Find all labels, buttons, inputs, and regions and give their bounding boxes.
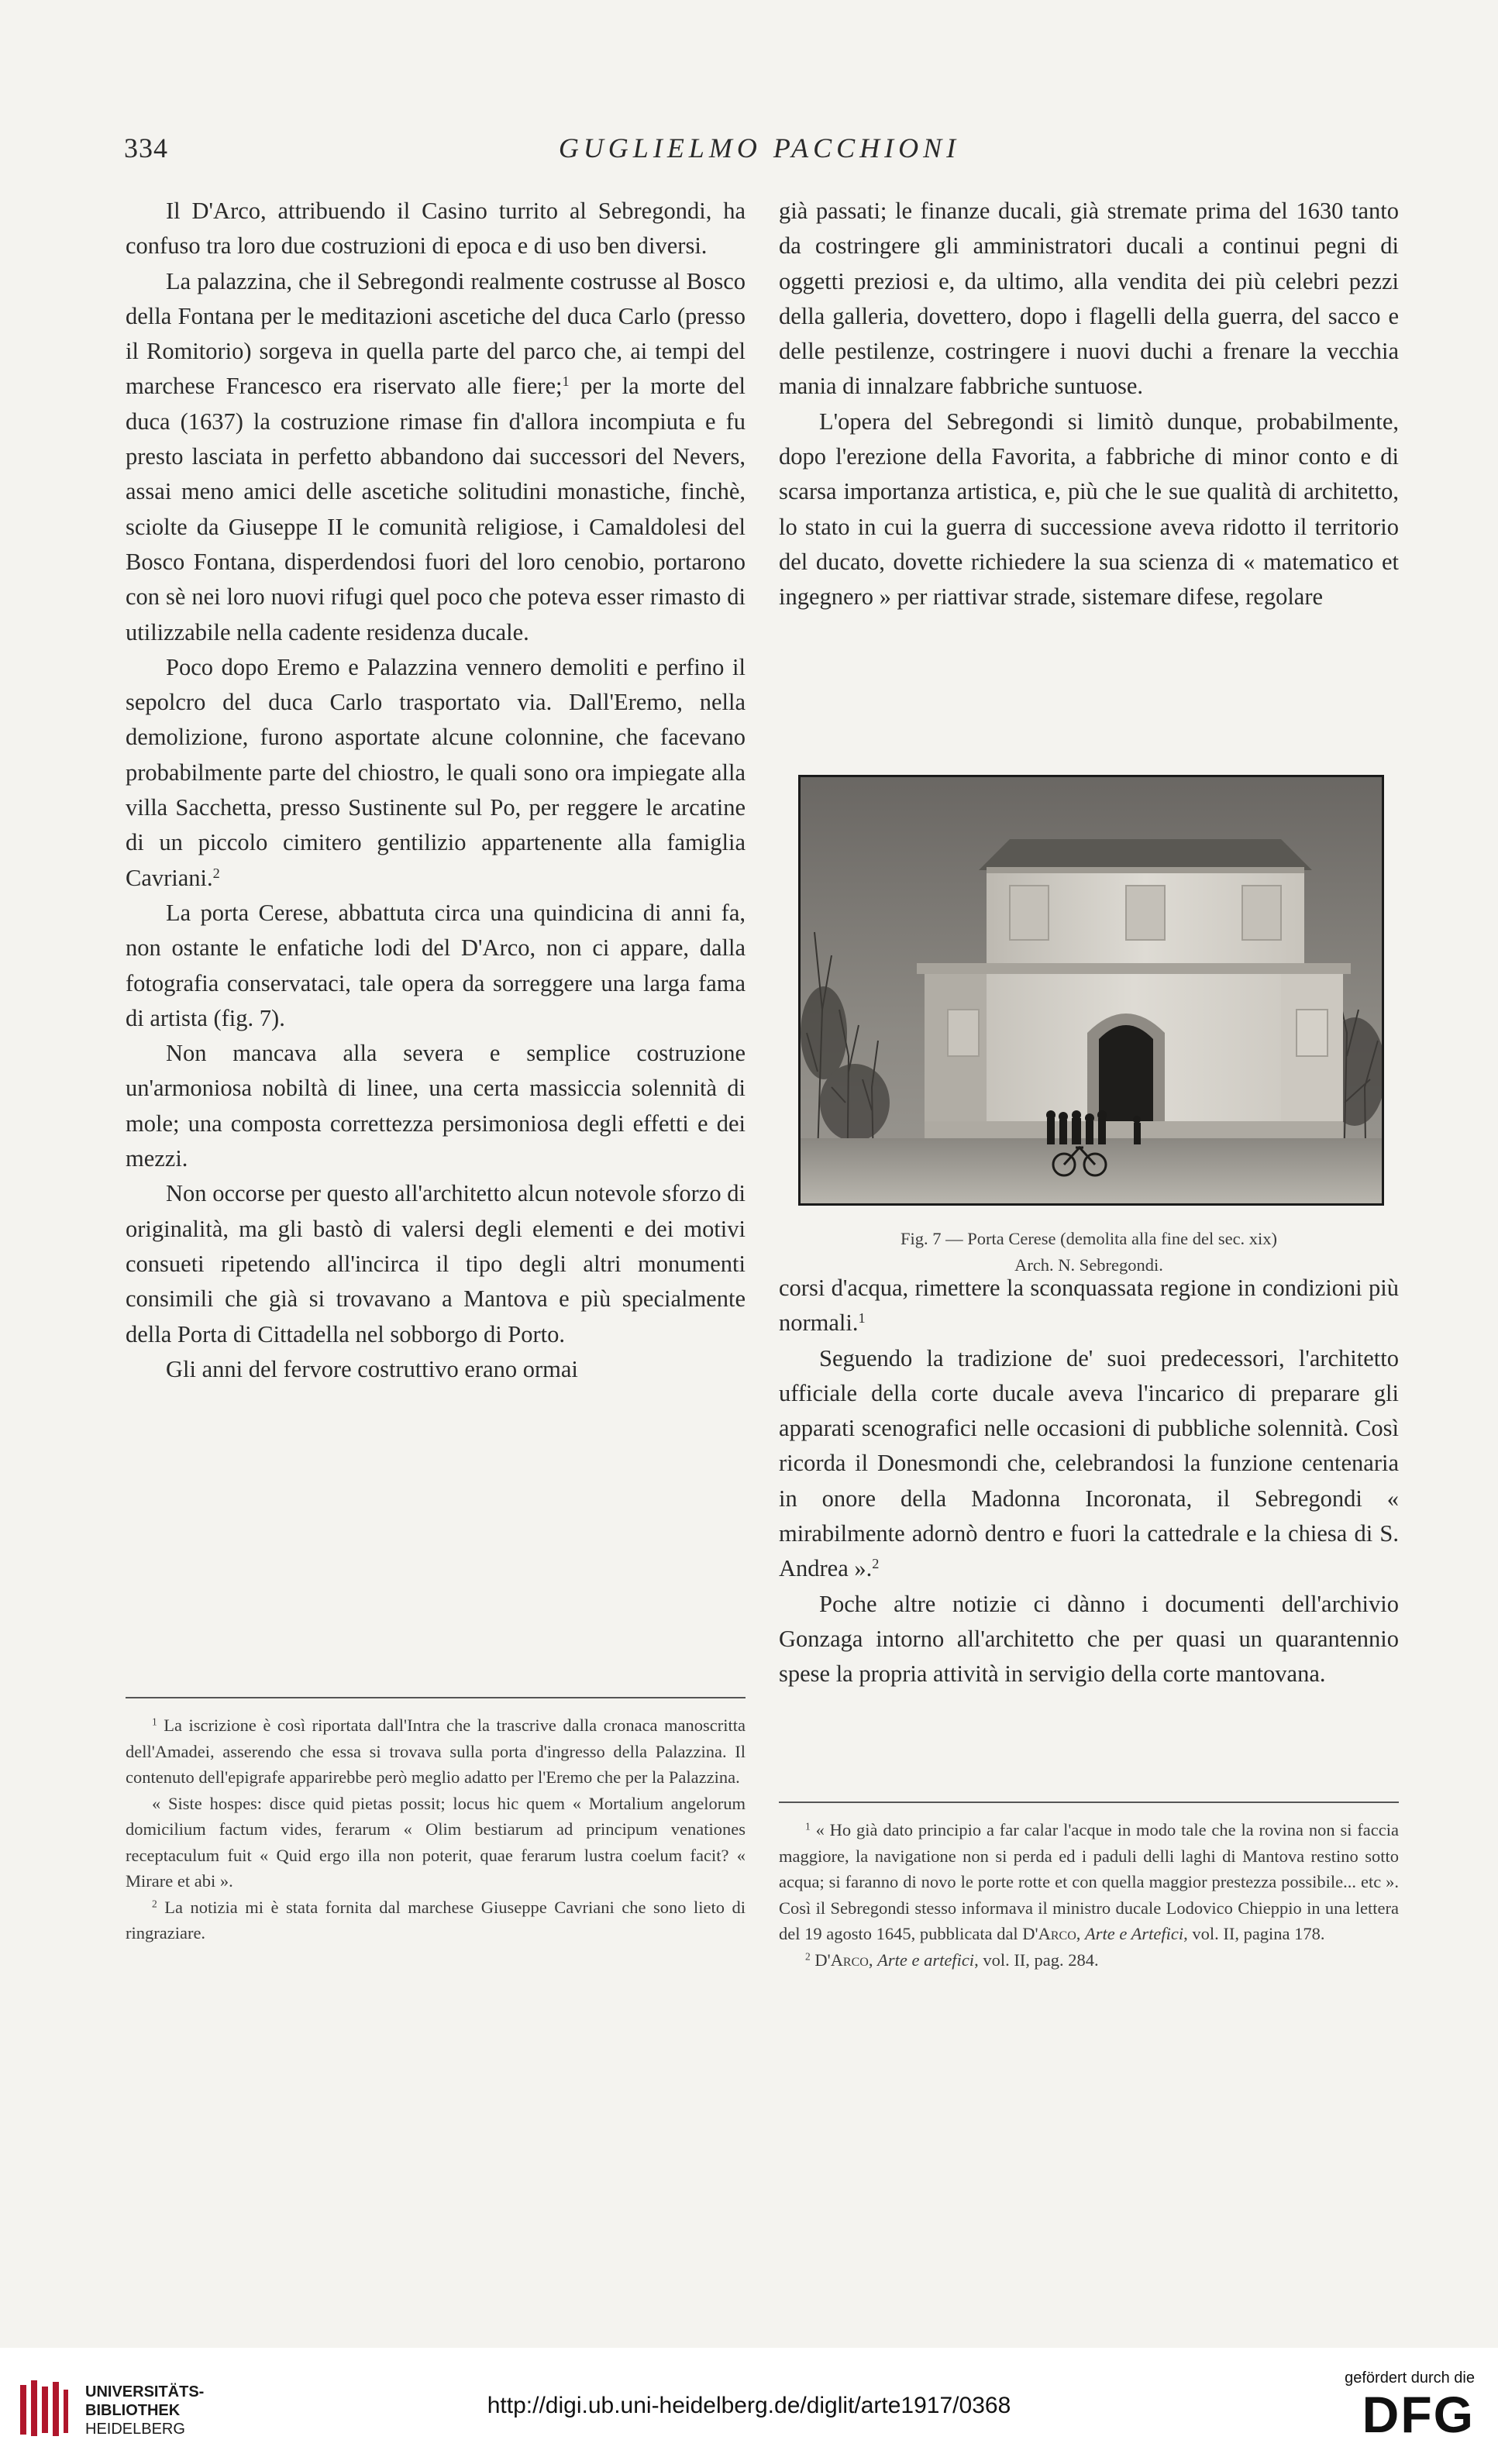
footnote-mark: 2 [152,1898,157,1910]
footnote-text: , vol. II, pagina 178. [1183,1924,1325,1943]
paragraph [126,264,746,650]
footnote-mark: 2 [805,1950,811,1963]
footnote-mark: 1 [805,1820,811,1833]
porta-cerese-photo [801,777,1382,1203]
paragraph [779,1341,1399,1587]
paragraph [779,1271,1399,1341]
paragraph: Non mancava alla severa e semplice costruzione un'armoniosa nobiltà di linee, una certa massiccia solennità di mole; una composta correttezza persimoniosa degli effetti e dei mezzi. [126,1040,746,1172]
footnote-divider [126,1697,746,1698]
footnote-inscription: « Siste hospes: disce quid pietas possit; locus hic quem « Mortalium angelorum domicilium factum vides, ferarum « Olim bestiarum ad principum venationes receptaculum fuit « Quid ergo illa non poterit, quae ferarum lustra coelum facit? « Mirare et abi ». [126,1793,746,1891]
library-name-line: BIBLIOTHEK [85,2402,181,2419]
footnote [126,1712,746,1791]
footnote-text: La iscrizione è così riportata dall'Intra che la trascrive dalla cronaca manoscritta dell'Amadei, asserendo che essa si trovava sulla porta d'ingresso della Palazzina. Il contenuto dell'epigrafe apparirebbe però meglio adatto per l'Eremo che per la Palazzina. [126,1716,746,1787]
footnote-ref: 1 [562,373,570,390]
paragraph-text: La palazzina, che il Sebregondi realmente costrusse al Bosco della Fontana per le meditazioni ascetiche del duca Carlo (presso il Romitorio) sorgeva in quella parte del parco che, ai tempi del marchese Francesco era riservato alle fiere; [126,267,746,400]
footnote-text: « Ho già dato principio a far calar l'acque in modo tale che la rovina non si faccia maggiore, la navigatione non si perda ed i paduli delli laghi di Mantova restino sotto acqua; si faranno di novo le porte rotte et con quella maggior prestezza possibile... etc ». Così il Sebregondi stesso informava il ministro ducale Lodovico Chieppio in una lettera del 19 agosto 1645, pubblicata dal D' [779,1820,1399,1943]
funder-label: gefördert durch die [1345,2369,1475,2387]
footnote-text: , [1076,1924,1086,1943]
paragraph [126,650,746,896]
paragraph-text: Poco dopo Eremo e Palazzina vennero demoliti e perfino il sepolcro del duca Carlo trasportato via. Dall'Eremo, nella demolizione, furono asportate alcune colonnine, che facevano probabilmente parte del chiostro, le quali sono ora impiegate alla villa Sacchetta, presso Sustinente sul Po, per reggere le arcatine di un piccolo cimitero gentilizio appartenente alla famiglia Cavriani. [126,653,746,891]
right-column-bottom [779,1271,1399,1692]
library-name-line: HEIDELBERG [85,2421,185,2438]
library-name-line: UNIVERSITÄTS- [85,2383,205,2400]
dfg-logo-text: DFG [1362,2386,1475,2443]
footnote-text: , vol. II, pag. 284. [974,1950,1099,1970]
footnotes-left [126,1712,746,1946]
right-column-top [779,194,1399,615]
figure-photograph [798,775,1384,1206]
page-number: 334 [124,132,168,163]
caption-line: Fig. 7 — Porta Cerese (demolita alla fine del sec. xix) [900,1229,1278,1248]
footnote-author: Arco [830,1950,869,1970]
running-head [124,132,1395,178]
paragraph: Gli anni del fervore costruttivo erano ormai [166,1355,578,1382]
paragraph: Non occorse per questo all'architetto alcun notevole sforzo di originalità, ma gli bastò di valersi degli elementi e dei motivi consueti ripetendo all'incirca il tipo degli altri monumenti consimili che già si trovavano a Mantova e più specialmente della Porta di Cittadella nel sobborgo di Porto. [126,1180,746,1347]
footnote-text: , [868,1950,878,1970]
footnote [779,1947,1399,1974]
footnote-mark: 1 [152,1716,157,1728]
footnote-book-title: Arte e artefici [877,1950,975,1970]
footnote-divider [779,1802,1399,1803]
left-column [126,194,746,1387]
running-title: GUGLIELMO PACCHIONI [558,132,961,163]
paragraph: La porta Cerese, abbattuta circa una quindicina di anni fa, non ostante le enfatiche lodi del D'Arco, non ci appare, dalla fotografia conservataci, tale opera da sorreggere una larga fama di artista (fig. 7). [126,899,746,1031]
footnote-author: Arco [1038,1924,1076,1943]
paragraph: già passati; le finanze ducali, già stremate prima del 1630 tanto da costringere gli amministratori ducali a continui pegni di oggetti preziosi e, da ultimo, alla vendita dei più celebri pezzi della galleria, dovettero, dopo i flagelli della guerra, del sacco e delle pestilenze, costringere i nuovi duchi a frenare la vecchia mania di innalzare fabbriche suntuose. [779,198,1399,400]
permalink-url[interactable]: http://digi.ub.uni-heidelberg.de/diglit/arte1917/0368 [487,2393,1011,2418]
funder-logo[interactable] [1320,2369,1475,2442]
footnote-ref: 2 [212,865,220,881]
paragraph-text: per la morte del duca (1637) la costruzione rimase fin d'allora incompiuta e fu presto lasciata in perfetto abbandono dai successori del Nevers, assai meno amici delle ascetiche solitudini monastiche, finchè, sciolte da Giuseppe II le comunità religiose, i Camaldolesi del Bosco Fontana, disperdendosi fuori del loro cenobio, portarono con sè nei loro nuovi rifugi quel poco che poteva esser rimasto di utilizzabile nella cadente residenza ducale. [126,373,746,645]
footnotes-right [779,1817,1399,1973]
caption-credit: Arch. N. Sebregondi. [1014,1255,1163,1275]
footnote [779,1817,1399,1947]
footnote-ref: 1 [858,1310,866,1327]
paragraph: Il D'Arco, attribuendo il Casino turrito al Sebregondi, ha confuso tra loro due costruzioni di epoca e di uso ben diversi. [126,198,746,260]
paragraph: Poche altre notizie ci dànno i documenti dell'archivio Gonzaga intorno all'architetto che per quasi un quarantennio spese la propria attività in servigio della corte mantovana. [779,1590,1399,1688]
footnote-ref: 2 [872,1556,880,1572]
paragraph-text: Seguendo la tradizione de' suoi predecessori, l'architetto ufficiale della corte ducale aveva l'incarico di preparare gli apparati scenografici nelle occasioni di pubbliche solennità. Così ricorda il Donesmondi che, celebrandosi la funzione centenaria in onore della Madonna Incoronata, il Sebregondi « mirabilmente adornò dentro e fuori la cattedrale e la chiesa di S. Andrea ». [779,1344,1399,1582]
footnote [126,1894,746,1946]
paragraph: L'opera del Sebregondi si limitò dunque, probabilmente, dopo l'erezione della Favorita, a fabbriche di minor conto e di scarsa importanza artistica, e, più che le sue qualità di architetto, lo stato in cui la guerra di successione aveva ridotto il territorio del ducato, dovette richiedere la sua scienza di « matematico et ingegnero » per riattivar strade, sistemare difese, regolare [779,408,1399,611]
footnote-text: D' [810,1950,831,1970]
footnote-book-title: Arte e Artefici [1085,1924,1184,1943]
paragraph-text: corsi d'acqua, rimettere la sconquassata regione in condizioni più normali. [779,1275,1399,1337]
footnote-text: La notizia mi è stata fornita dal marchese Giuseppe Cavriani che sono lieto di ringraziare. [126,1897,746,1943]
